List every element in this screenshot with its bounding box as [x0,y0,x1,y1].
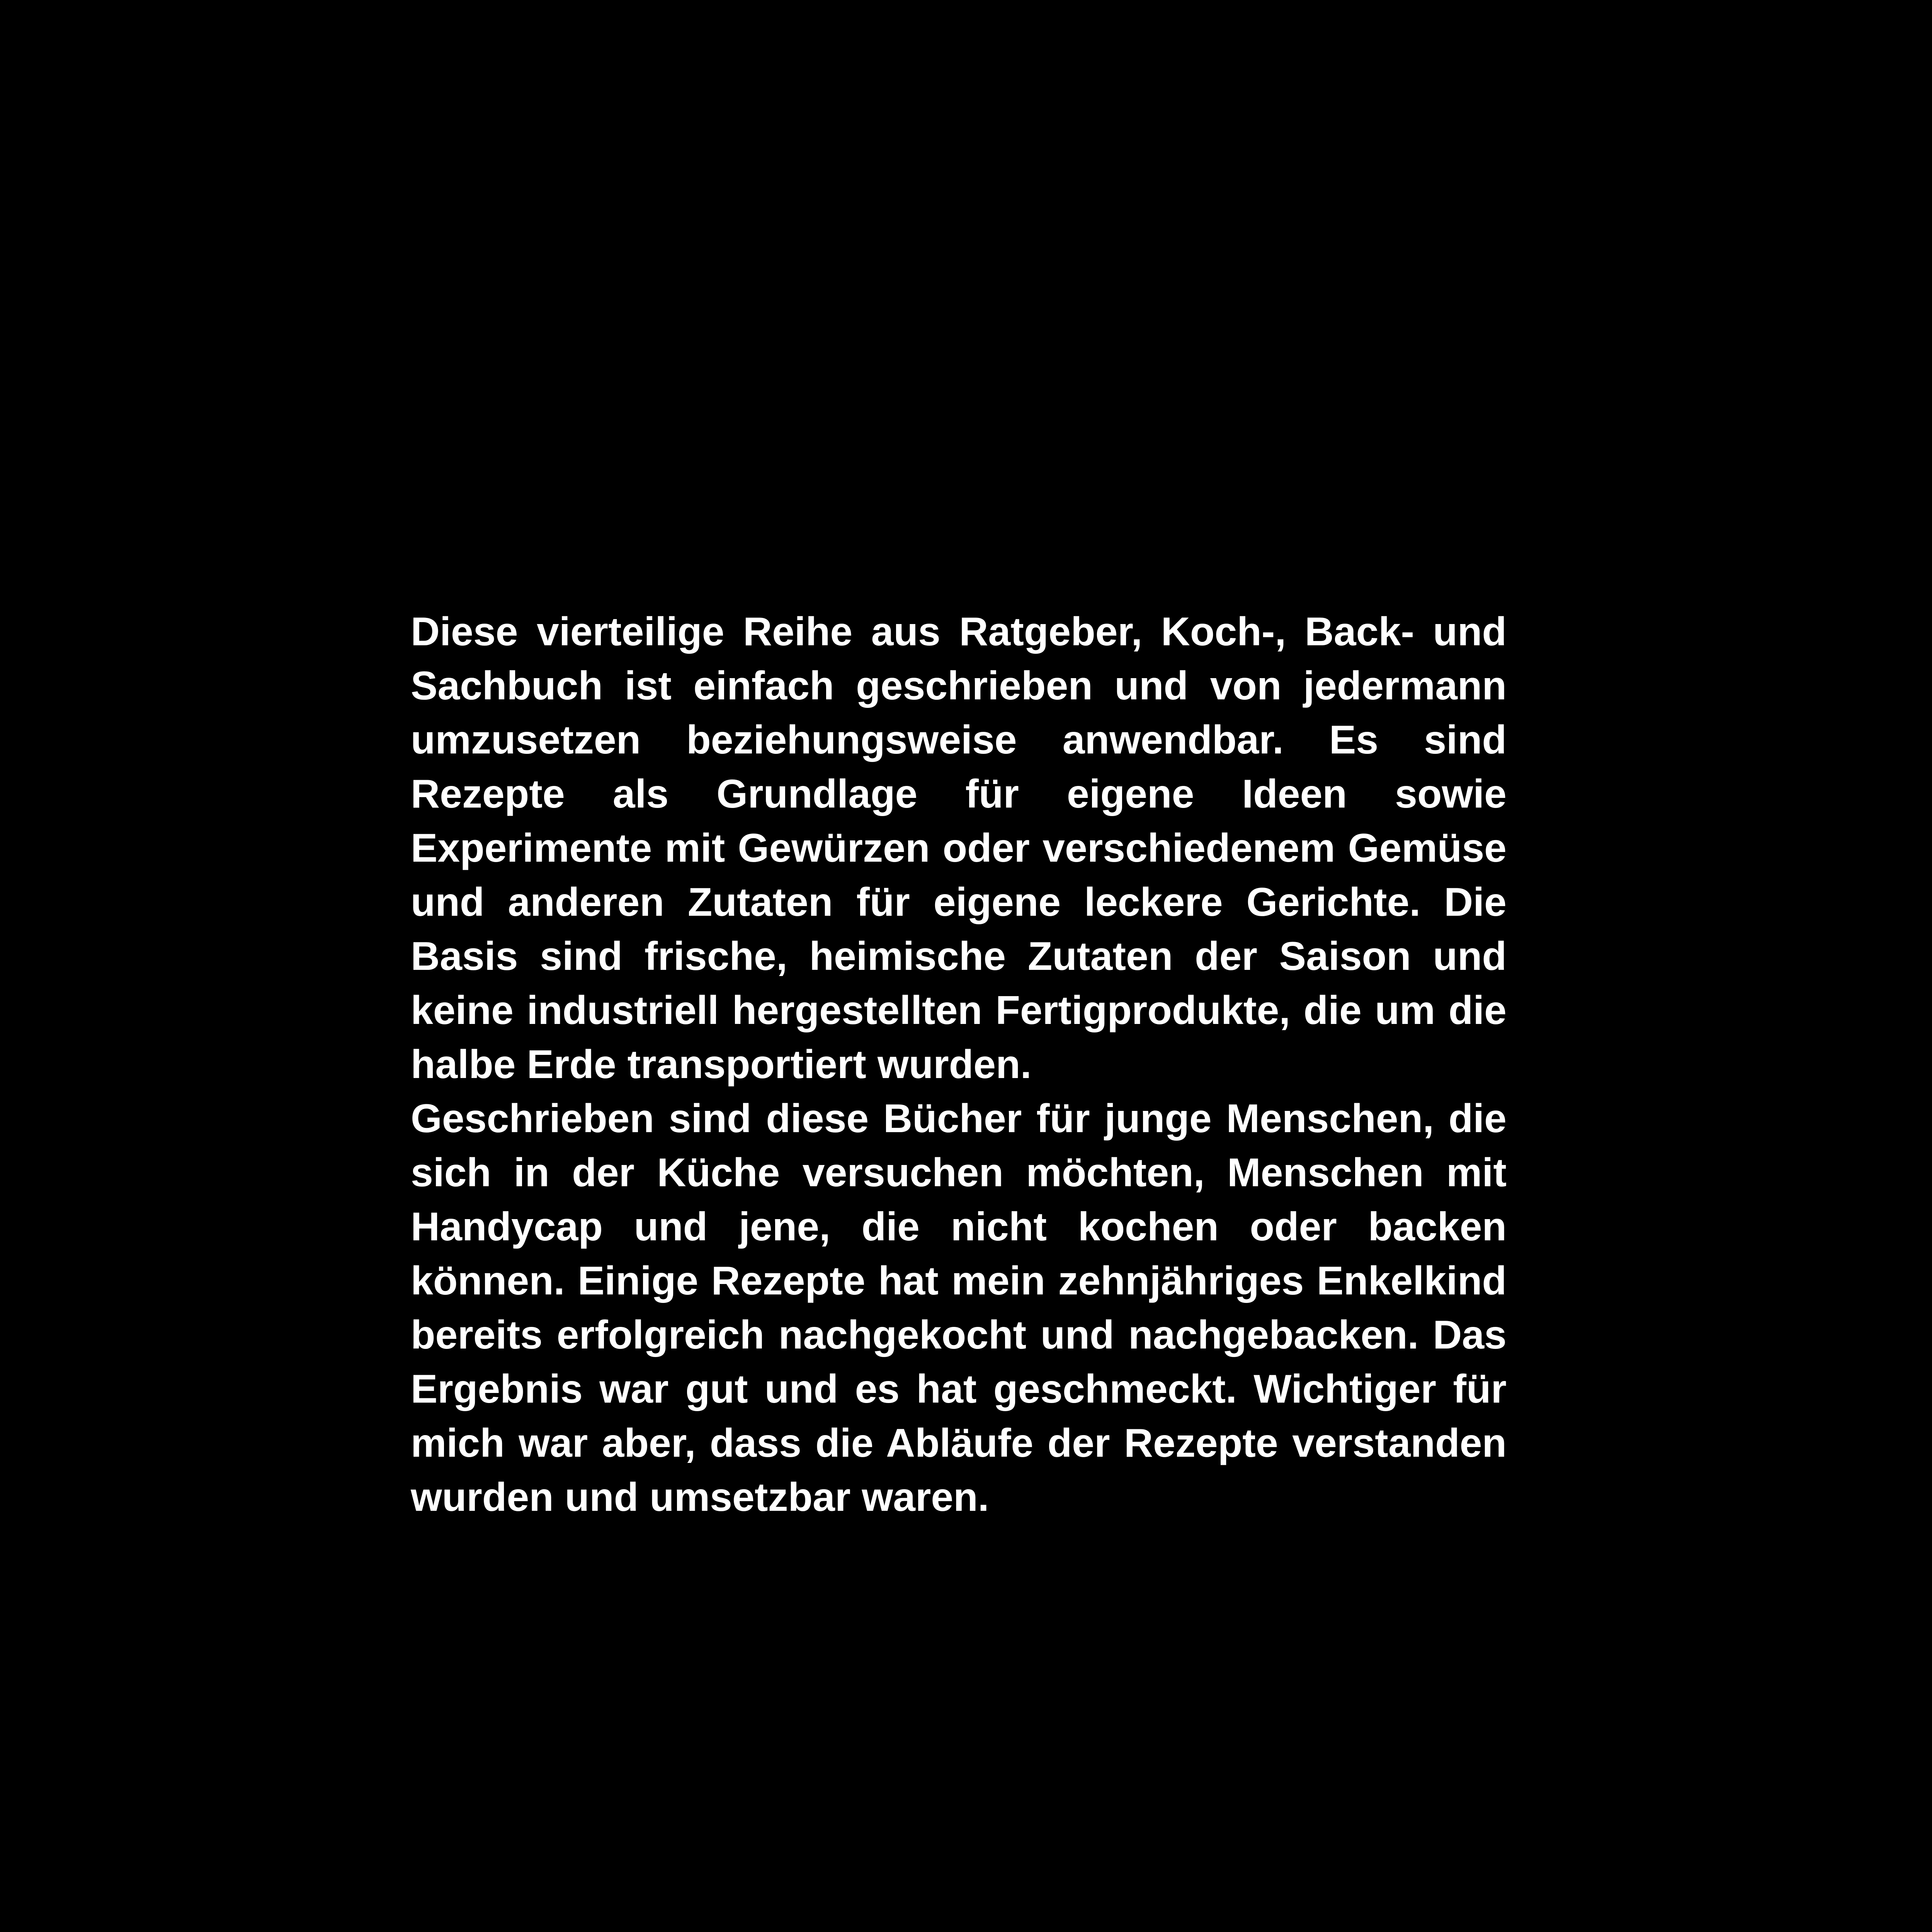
blurb-paragraph-1: Diese vierteilige Reihe aus Ratgeber, Koch-, Back- und Sachbuch ist einfach geschrieben und von jedermann umzusetzen beziehungsweise anwendbar. Es sind Rezepte als Grundlage für eigene Ideen sowie Experimente mit Gewürzen oder verschiedenem Gemüse und anderen Zutaten für eigene leckere Gerichte. Die Basis sind frische, heimische Zutaten der Saison und keine industriell hergestellten Fertigprodukte, die um die halbe Erde transportiert wurden. [411,609,1507,1087]
blurb-paragraph-2: Geschrieben sind diese Bücher für junge Menschen, die sich in der Küche versuchen möchten, Menschen mit Handycap und jene, die nicht kochen oder backen können. Einige Rezepte hat mein zehnjähriges Enkelkind bereits erfolgreich nachgekocht und nachgebacken. Das Ergebnis war gut und es hat geschmeckt. Wichtiger für mich war aber, dass die Abläufe der Rezepte verstanden wurden und umsetzbar waren. [411,1096,1507,1520]
blurb-text [411,605,1507,1524]
